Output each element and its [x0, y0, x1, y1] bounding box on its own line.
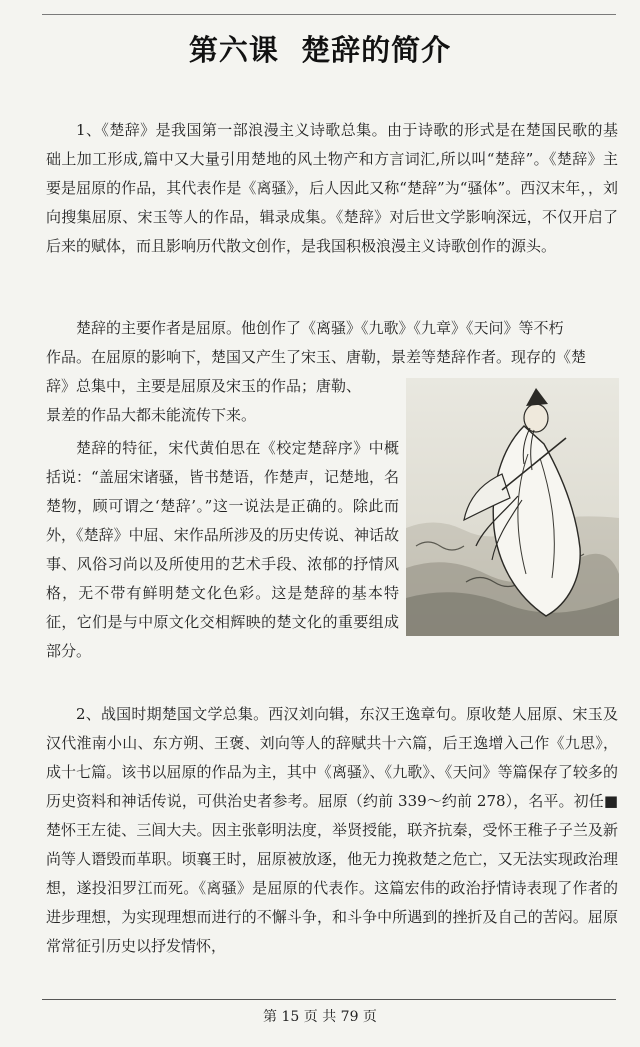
- qu-yuan-ink-painting: [406, 378, 619, 636]
- ink-painting-icon: [406, 378, 619, 636]
- page-title: 第六课 楚辞的简介: [188, 33, 452, 67]
- paragraph-2-line-1: 楚辞的主要作者是屈原。他创作了《离骚》《九歌》《九章》《天问》等不朽: [76, 319, 564, 337]
- paragraph-2-line-2: 作品。在屈原的影响下，楚国又产生了宋玉、唐勒，景差等楚辞作者。现存的《楚: [46, 348, 587, 366]
- paragraph-1: 1、《楚辞》是我国第一部浪漫主义诗歌总集。由于诗歌的形式是在楚国民歌的基础上加工形成,篇中又大量引用楚地的风土物产和方言词汇,所以叫“楚辞”。《楚辞》主要是屈原的作品，其代表作是《离骚》，后人因此又称“楚辞”为“骚体”。西汉末年，，刘向搜集屈原、宋玉等人的作品，辑录成集。《楚辞》对后世文学影响深远，不仅开启了后来的赋体，而且影响历代散文创作，是我国积极浪漫主义诗歌创作的源头。: [46, 121, 618, 255]
- bottom-rule: [42, 999, 616, 1000]
- top-rule: [42, 14, 616, 15]
- paragraph-4: 2、战国时期楚国文学总集。西汉刘向辑，东汉王逸章句。原收楚人屈原、宋玉及汉代淮南小山、东方朔、王褒、刘向等人的辞赋共十六篇，后王逸增入己作《九思》，成十七篇。该书以屈原的作品为主，其中《离骚》、《九歌》、《天问》等篇保存了较多的历史资料和神话传说，可供治史者参考。屈原（约前 339～约前 278），名平。初任■楚怀王左徒、三闾大夫。因主张彰明法度，举贤授能，联齐抗秦，受怀王稚子子兰及新尚等人谮毁而革职。顷襄王时，屈原被放逐，他无力挽救楚之危亡，又无法实现政治理想，遂投汨罗江而死。《离骚》是屈原的代表作。这篇宏伟的政治抒情诗表现了作者的进步理想，为实现理想而进行的不懈斗争，和斗争中所遇到的挫折及自己的苦闷。屈原常常征引历史以抒发情怀，: [46, 705, 618, 955]
- page-footer: 第 15 页 共 79 页: [263, 1009, 377, 1025]
- paragraph-3: 楚辞的特征，宋代黄伯思在《校定楚辞序》中概括说：“盖屈宋诸骚，皆书楚语，作楚声，记楚地，名楚物，顾可谓之‘楚辞’。”这一说法是正确的。除此而外，《楚辞》中屈、宋作品所涉及的历史传说、神话故事、风俗习尚以及所使用的艺术手段、浓郁的抒情风格，无不带有鲜明楚文化色彩。这是楚辞的基本特征，它们是与中原文化交相辉映的楚文化的重要组成部分。: [46, 439, 399, 660]
- paragraph-2-line-4: 景差的作品大都未能流传下来。: [46, 406, 257, 424]
- paragraph-2-line-3: 辞》总集中，主要是屈原及宋玉的作品；唐勒、: [46, 377, 362, 395]
